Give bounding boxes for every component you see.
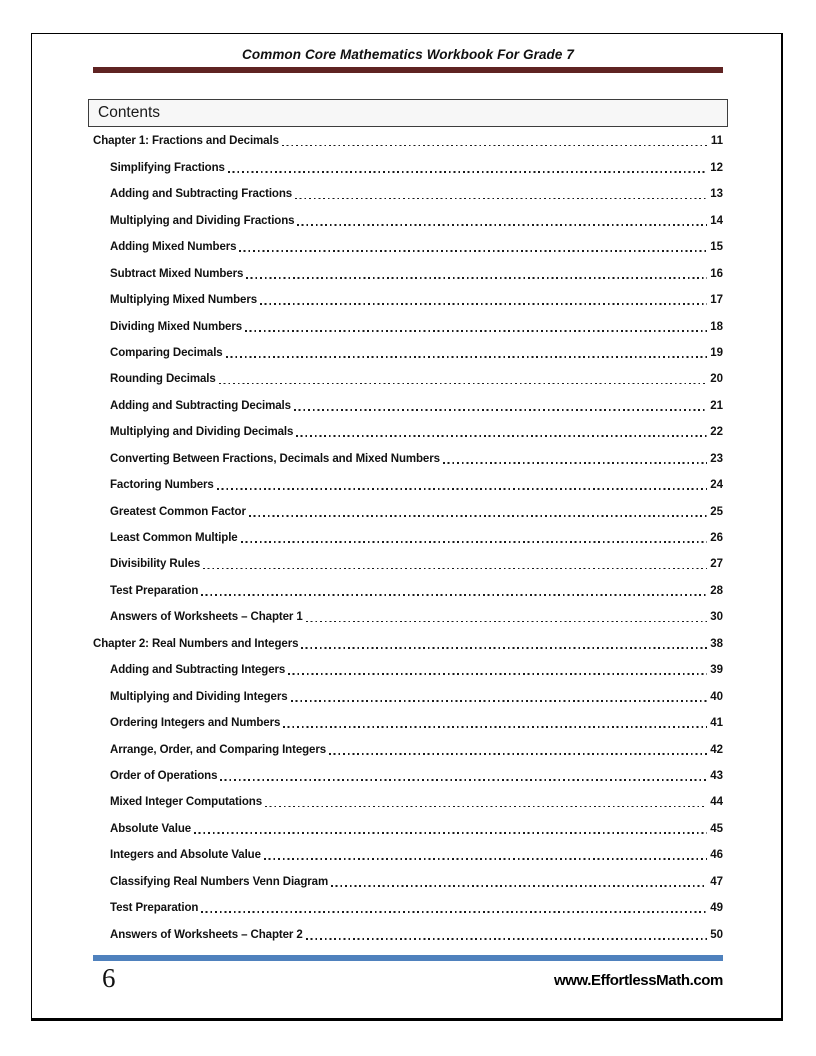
toc-sub-entry (93, 788, 723, 814)
toc-sub-entry (93, 550, 723, 576)
toc-leader-dots (246, 277, 707, 279)
toc-sub-entry (93, 471, 723, 497)
toc-entry-page-number: 42 (710, 743, 723, 756)
toc-sub-entry (93, 867, 723, 893)
toc-leader-dots (228, 171, 707, 173)
toc-sub-entry (93, 180, 723, 206)
toc-entry-label: Absolute Value (110, 822, 192, 835)
toc-sub-entry (93, 920, 723, 946)
toc-entry-page-number: 46 (710, 849, 723, 862)
toc-sub-entry (93, 814, 723, 840)
toc-leader-dots (265, 806, 707, 808)
toc-entry-page-number: 45 (710, 822, 723, 835)
toc-entry-label: Test Preparation (110, 902, 199, 915)
toc-chapter-entry (93, 127, 723, 153)
toc-leader-dots (201, 911, 707, 913)
toc-sub-entry (93, 603, 723, 629)
toc-entry-page-number: 12 (710, 161, 723, 174)
toc-sub-entry (93, 365, 723, 391)
toc-entry-label: Comparing Decimals (110, 346, 223, 359)
toc-entry-page-number: 26 (710, 532, 723, 544)
toc-leader-dots (288, 673, 707, 675)
page-number: 6 (102, 963, 116, 993)
toc-entry-page-number: 38 (710, 637, 723, 650)
toc-entry-label: Least Common Multiple (110, 532, 238, 544)
toc-entry-label: Integers and Absolute Value (110, 849, 261, 862)
toc-entry-label: Mixed Integer Computations (110, 796, 263, 809)
toc-entry-label: Answers of Worksheets – Chapter 1 (110, 611, 303, 624)
toc-entry-label: Simplifying Fractions (110, 161, 225, 174)
toc-entry-label: Converting Between Fractions, Decimals and Mixed Numbers (110, 452, 440, 465)
toc-leader-dots (226, 356, 707, 358)
toc-entry-page-number: 11 (710, 135, 723, 148)
toc-leader-dots (219, 383, 707, 385)
toc-entry-label: Test Preparation (110, 584, 199, 597)
toc-sub-entry (93, 656, 723, 682)
toc-leader-dots (203, 568, 707, 570)
footer-row (93, 961, 723, 993)
contents-heading-box (88, 99, 728, 127)
toc-sub-entry (93, 444, 723, 470)
toc-entry-label: Factoring Numbers (110, 479, 214, 492)
toc-leader-dots (220, 779, 707, 781)
toc-entry-page-number: 39 (710, 664, 723, 677)
toc-entry-label: Dividing Mixed Numbers (110, 320, 242, 333)
toc-entry-page-number: 24 (710, 479, 723, 492)
toc-entry-page-number: 17 (710, 294, 723, 307)
toc-entry-page-number: 21 (710, 399, 723, 412)
toc-list (93, 127, 723, 947)
toc-entry-label: Chapter 2: Real Numbers and Integers (93, 637, 299, 650)
toc-entry-label: Classifying Real Numbers Venn Diagram (110, 875, 329, 888)
toc-entry-label: Multiplying Mixed Numbers (110, 294, 258, 307)
toc-entry-label: Adding and Subtracting Fractions (110, 188, 293, 201)
toc-leader-dots (295, 198, 707, 200)
toc-leader-dots (260, 303, 707, 305)
toc-leader-dots (245, 330, 707, 332)
toc-entry-page-number: 40 (710, 690, 723, 703)
toc-leader-dots (217, 488, 707, 490)
toc-sub-entry (93, 391, 723, 417)
toc-leader-dots (296, 435, 707, 437)
toc-entry-label: Chapter 1: Fractions and Decimals (93, 135, 279, 148)
website-text: www.EffortlessMath.com (553, 972, 723, 989)
toc-leader-dots (306, 621, 707, 623)
toc-sub-entry (93, 312, 723, 338)
page-footer (93, 955, 723, 993)
toc-leader-dots (291, 700, 707, 702)
toc-entry-page-number: 49 (710, 902, 723, 915)
toc-entry-label: Answers of Worksheets – Chapter 2 (110, 928, 303, 941)
toc-entry-label: Adding Mixed Numbers (110, 241, 237, 254)
toc-sub-entry (93, 682, 723, 708)
toc-entry-label: Ordering Integers and Numbers (110, 717, 281, 730)
header-rule-bar (93, 67, 723, 73)
toc-entry-page-number: 20 (710, 373, 723, 386)
toc-leader-dots (294, 409, 707, 411)
toc-entry-label: Rounding Decimals (110, 373, 216, 386)
toc-chapter-entry (93, 629, 723, 655)
toc-entry-page-number: 47 (710, 875, 723, 888)
toc-entry-page-number: 14 (710, 214, 723, 227)
toc-entry-label: Multiplying and Dividing Decimals (110, 426, 294, 439)
toc-entry-label: Adding and Subtracting Decimals (110, 399, 291, 412)
toc-leader-dots (306, 938, 707, 940)
toc-leader-dots (283, 726, 707, 728)
toc-sub-entry (93, 206, 723, 232)
toc-entry-label: Subtract Mixed Numbers (110, 267, 244, 280)
toc-leader-dots (264, 858, 707, 860)
toc-entry-page-number: 27 (710, 558, 723, 571)
toc-entry-page-number: 13 (710, 188, 723, 201)
toc-leader-dots (443, 462, 707, 464)
toc-entry-page-number: 25 (710, 505, 723, 518)
toc-sub-entry (93, 286, 723, 312)
toc-sub-entry (93, 735, 723, 761)
toc-entry-page-number: 15 (710, 241, 723, 254)
toc-entry-label: Greatest Common Factor (110, 505, 246, 518)
toc-entry-page-number: 19 (710, 346, 723, 359)
toc-leader-dots (297, 224, 707, 226)
toc-leader-dots (301, 647, 707, 649)
toc-sub-entry (93, 418, 723, 444)
toc-leader-dots (194, 832, 707, 834)
toc-sub-entry (93, 339, 723, 365)
toc-leader-dots (329, 753, 707, 755)
toc-sub-entry (93, 762, 723, 788)
toc-leader-dots (201, 594, 707, 596)
toc-entry-page-number: 50 (710, 928, 723, 941)
toc-entry-page-number: 28 (710, 584, 723, 597)
toc-leader-dots (249, 515, 707, 517)
page-content (93, 33, 723, 947)
toc-entry-label: Arrange, Order, and Comparing Integers (110, 743, 327, 756)
toc-entry-label: Multiplying and Dividing Fractions (110, 214, 295, 227)
toc-entry-page-number: 23 (710, 452, 723, 465)
toc-sub-entry (93, 841, 723, 867)
toc-entry-label: Multiplying and Dividing Integers (110, 690, 288, 703)
toc-entry-label: Order of Operations (110, 769, 218, 782)
toc-sub-entry (93, 153, 723, 179)
toc-sub-entry (93, 894, 723, 920)
toc-sub-entry (93, 259, 723, 285)
toc-leader-dots (239, 250, 707, 252)
header-title: Common Core Mathematics Workbook For Grade 7 (242, 47, 574, 62)
toc-leader-dots (331, 885, 707, 887)
toc-leader-dots (282, 145, 707, 147)
toc-sub-entry (93, 524, 723, 550)
toc-entry-page-number: 18 (710, 320, 723, 333)
toc-sub-entry (93, 709, 723, 735)
toc-entry-label: Divisibility Rules (110, 558, 201, 571)
toc-entry-page-number: 43 (710, 769, 723, 782)
toc-entry-page-number: 22 (710, 426, 723, 439)
toc-leader-dots (241, 541, 707, 543)
toc-sub-entry (93, 497, 723, 523)
toc-entry-page-number: 16 (710, 267, 723, 280)
toc-sub-entry (93, 576, 723, 602)
toc-entry-page-number: 44 (710, 796, 723, 809)
toc-entry-page-number: 30 (710, 611, 723, 624)
toc-entry-page-number: 41 (710, 717, 723, 730)
contents-heading: Contents (98, 104, 161, 121)
toc-entry-label: Adding and Subtracting Integers (110, 664, 286, 677)
toc-sub-entry (93, 233, 723, 259)
